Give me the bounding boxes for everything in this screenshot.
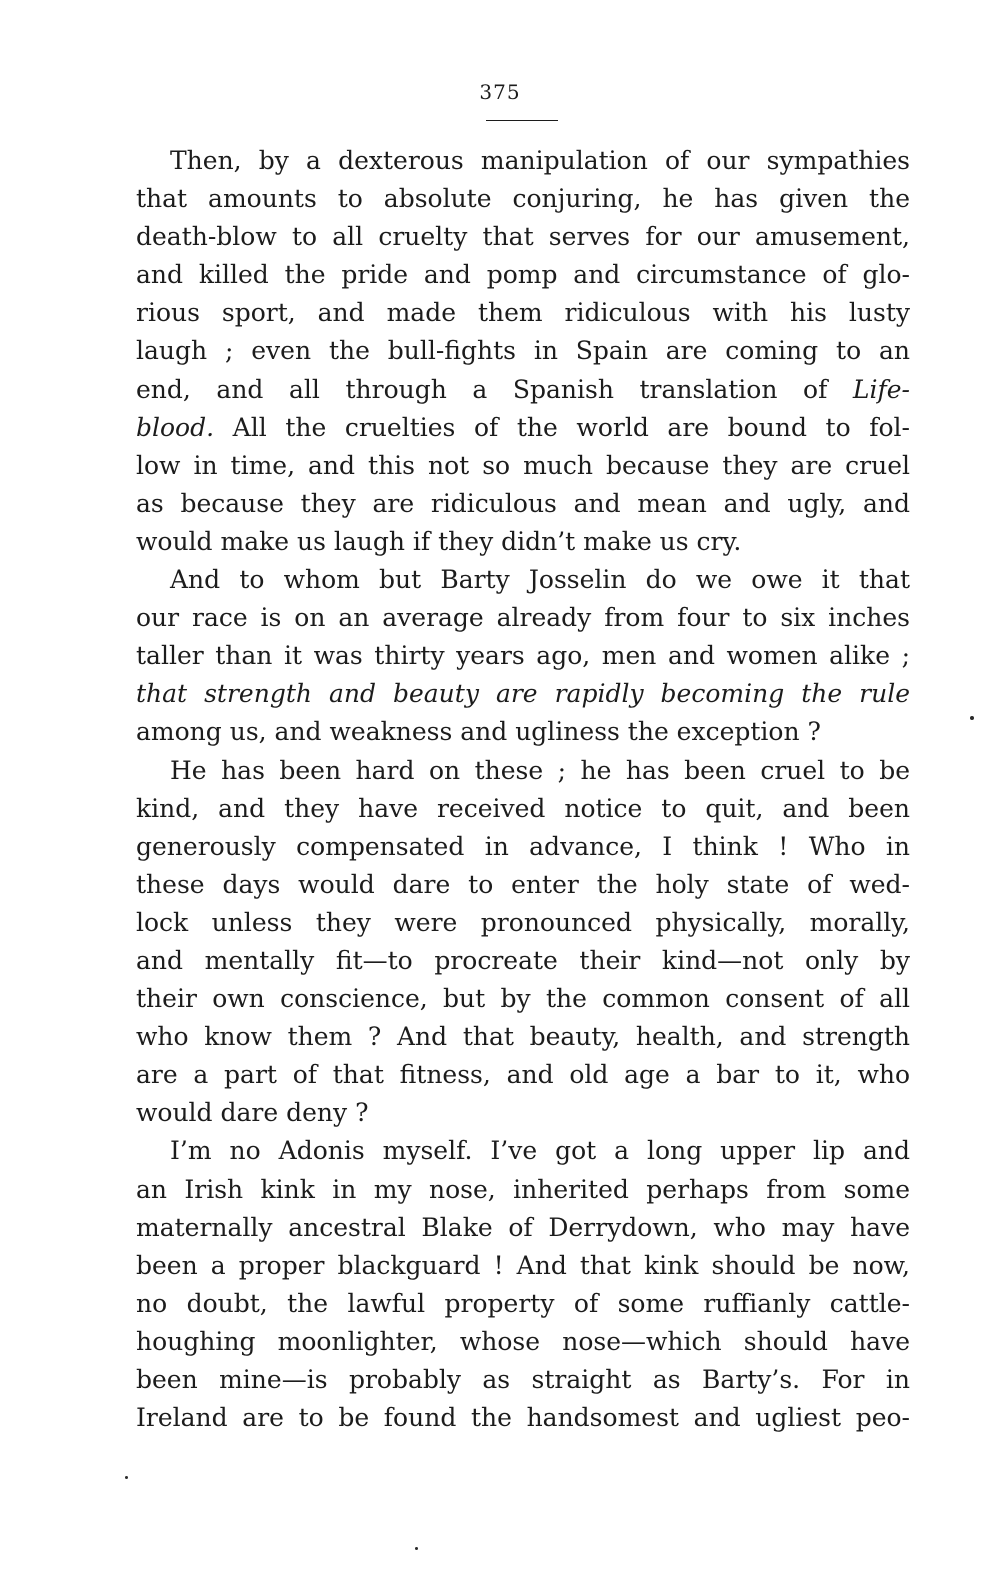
italic-title: Life- <box>852 374 910 404</box>
text-line: end, and all through a Spanish translation of Life- <box>136 374 910 404</box>
text-line: would dare deny ? <box>136 1098 369 1128</box>
text-line: generously compensated in advance, I think ! Who in <box>136 831 910 861</box>
scan-speck <box>970 716 974 720</box>
text-line: Then, by a dexterous manipulation of our sympathies <box>170 146 910 175</box>
text-line: these days would dare to enter the holy state of wed- <box>136 869 910 899</box>
text-line: our race is on an average already from four to six inches <box>136 603 910 633</box>
text-line: lock unless they were pronounced physically, morally, <box>136 907 910 937</box>
text-line: and mentally fit—to procreate their kind—not only by <box>136 945 910 975</box>
text-line: among us, and weakness and ugliness the exception ? <box>136 717 821 747</box>
text-line: And to whom but Barty Josselin do we owe it that <box>170 565 910 595</box>
body-text <box>136 142 910 1437</box>
text-line: an Irish kink in my nose, inherited perhaps from some <box>136 1174 910 1204</box>
text-line: no doubt, the lawful property of some ruffianly cattle- <box>136 1288 910 1318</box>
paragraph-4 <box>136 1132 910 1437</box>
text-line: low in time, and this not so much because they are cruel <box>136 450 910 480</box>
text-line: that strength and beauty are rapidly becoming the rule <box>136 679 910 709</box>
scan-speck <box>125 1476 128 1479</box>
paragraph-2 <box>136 561 910 751</box>
text-line: who know them ? And that beauty, health, and strength <box>136 1022 910 1052</box>
text-line: houghing moonlighter, whose nose—which should have <box>136 1326 910 1356</box>
scan-speck <box>415 1547 418 1550</box>
text-line: their own conscience, but by the common consent of all <box>136 984 910 1014</box>
text-line: I’m no Adonis myself. I’ve got a long upper lip and <box>170 1136 910 1166</box>
text-line: blood. All the cruelties of the world are bound to fol- <box>136 412 910 442</box>
page-number: 375 <box>479 80 521 104</box>
text-line: and killed the pride and pomp and circumstance of glo- <box>136 260 910 290</box>
header-rule <box>486 120 558 121</box>
text-line: are a part of that fitness, and old age a bar to it, who <box>136 1060 910 1090</box>
text-line: as because they are ridiculous and mean and ugly, and <box>136 488 910 518</box>
text-line: He has been hard on these ; he has been cruel to be <box>170 755 910 785</box>
text-line: death-blow to all cruelty that serves for our amusement, <box>136 222 910 252</box>
italic-title: blood. <box>136 412 215 442</box>
text-line: that amounts to absolute conjuring, he has given the <box>136 184 910 214</box>
paragraph-1 <box>136 142 910 561</box>
text-line: rious sport, and made them ridiculous with his lusty <box>136 298 910 328</box>
text-line: taller than it was thirty years ago, men and women alike ; <box>136 641 910 671</box>
text-line: laugh ; even the bull-fights in Spain are coming to an <box>136 336 910 366</box>
text-line: been mine—is probably as straight as Barty’s. For in <box>136 1365 910 1394</box>
text-line: maternally ancestral Blake of Derrydown, who may have <box>136 1212 910 1242</box>
text-line: would make us laugh if they didn’t make us cry. <box>136 526 742 556</box>
text-line: kind, and they have received notice to quit, and been <box>136 793 910 823</box>
text-line: been a proper blackguard ! And that kink should be now, <box>136 1250 910 1280</box>
text-line: Ireland are to be found the handsomest and ugliest peo- <box>136 1403 910 1433</box>
paragraph-3 <box>136 752 910 1133</box>
